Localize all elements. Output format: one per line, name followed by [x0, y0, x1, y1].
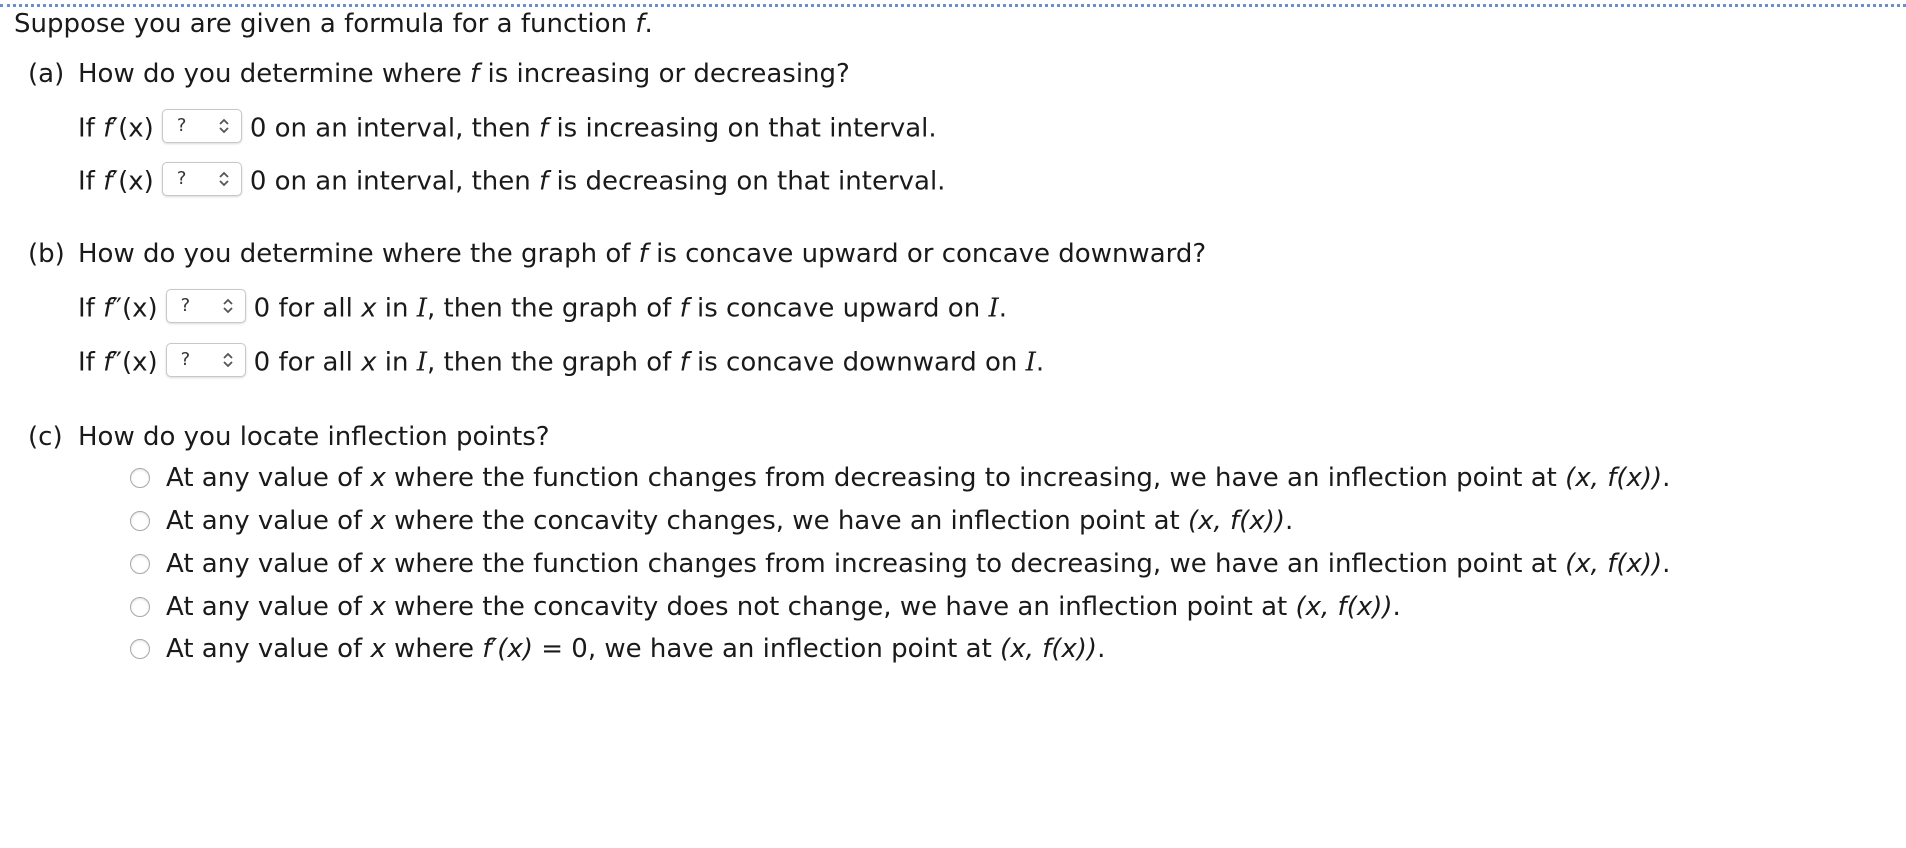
inflection-option-5[interactable] [0, 633, 1800, 665]
inflection-option-4[interactable] [0, 591, 1800, 623]
intro-text: Suppose you are given a formula for a function f. [14, 9, 653, 39]
option-label: At any value of x where the function changes from decreasing to increasing, we have an inflection point at (x, f(x)). [166, 463, 1671, 493]
option-label: At any value of x where the function changes from increasing to decreasing, we have an inflection point at (x, f(x)). [166, 549, 1671, 579]
radio-button[interactable] [130, 468, 150, 488]
part-b-row-downward: If f″(x) ? 0 for all x in I, then the graph of f is concave downward on I. [78, 346, 1044, 380]
part-b-row-upward: If f″(x) ? 0 for all x in I, then the graph of f is concave upward on I. [78, 292, 1007, 326]
radio-button[interactable] [130, 554, 150, 574]
option-label: At any value of x where f′(x) = 0, we have an inflection point at (x, f(x)). [166, 634, 1106, 664]
concave-down-condition-select[interactable]: ? [166, 343, 246, 377]
up-down-chevron-icon [217, 116, 231, 136]
radio-button[interactable] [130, 639, 150, 659]
inflection-option-1[interactable] [0, 462, 1800, 494]
concave-up-condition-select[interactable]: ? [166, 289, 246, 323]
part-a-question: How do you determine where f is increasing or decreasing? [78, 59, 850, 89]
decreasing-condition-select[interactable]: ? [162, 162, 242, 196]
part-a-label: (a) [28, 59, 65, 89]
part-c-label: (c) [28, 422, 63, 452]
inflection-option-2[interactable] [0, 505, 1800, 537]
increasing-condition-select[interactable]: ? [162, 109, 242, 143]
radio-button[interactable] [130, 511, 150, 531]
part-a-row-decreasing: If f′(x) ? 0 on an interval, then f is decreasing on that interval. [78, 165, 945, 199]
top-dotted-border [0, 4, 1906, 7]
part-b-label: (b) [28, 239, 65, 269]
up-down-chevron-icon [221, 296, 235, 316]
option-label: At any value of x where the concavity does not change, we have an inflection point at (x, f(x)). [166, 592, 1401, 622]
up-down-chevron-icon [221, 350, 235, 370]
part-c-question: How do you locate inflection points? [78, 422, 550, 452]
radio-button[interactable] [130, 597, 150, 617]
part-a-row-increasing: If f′(x) ? 0 on an interval, then f is increasing on that interval. [78, 112, 937, 146]
inflection-option-3[interactable] [0, 548, 1800, 580]
part-b-question: How do you determine where the graph of f is concave upward or concave downward? [78, 239, 1207, 269]
option-label: At any value of x where the concavity changes, we have an inflection point at (x, f(x)). [166, 506, 1294, 536]
up-down-chevron-icon [217, 169, 231, 189]
